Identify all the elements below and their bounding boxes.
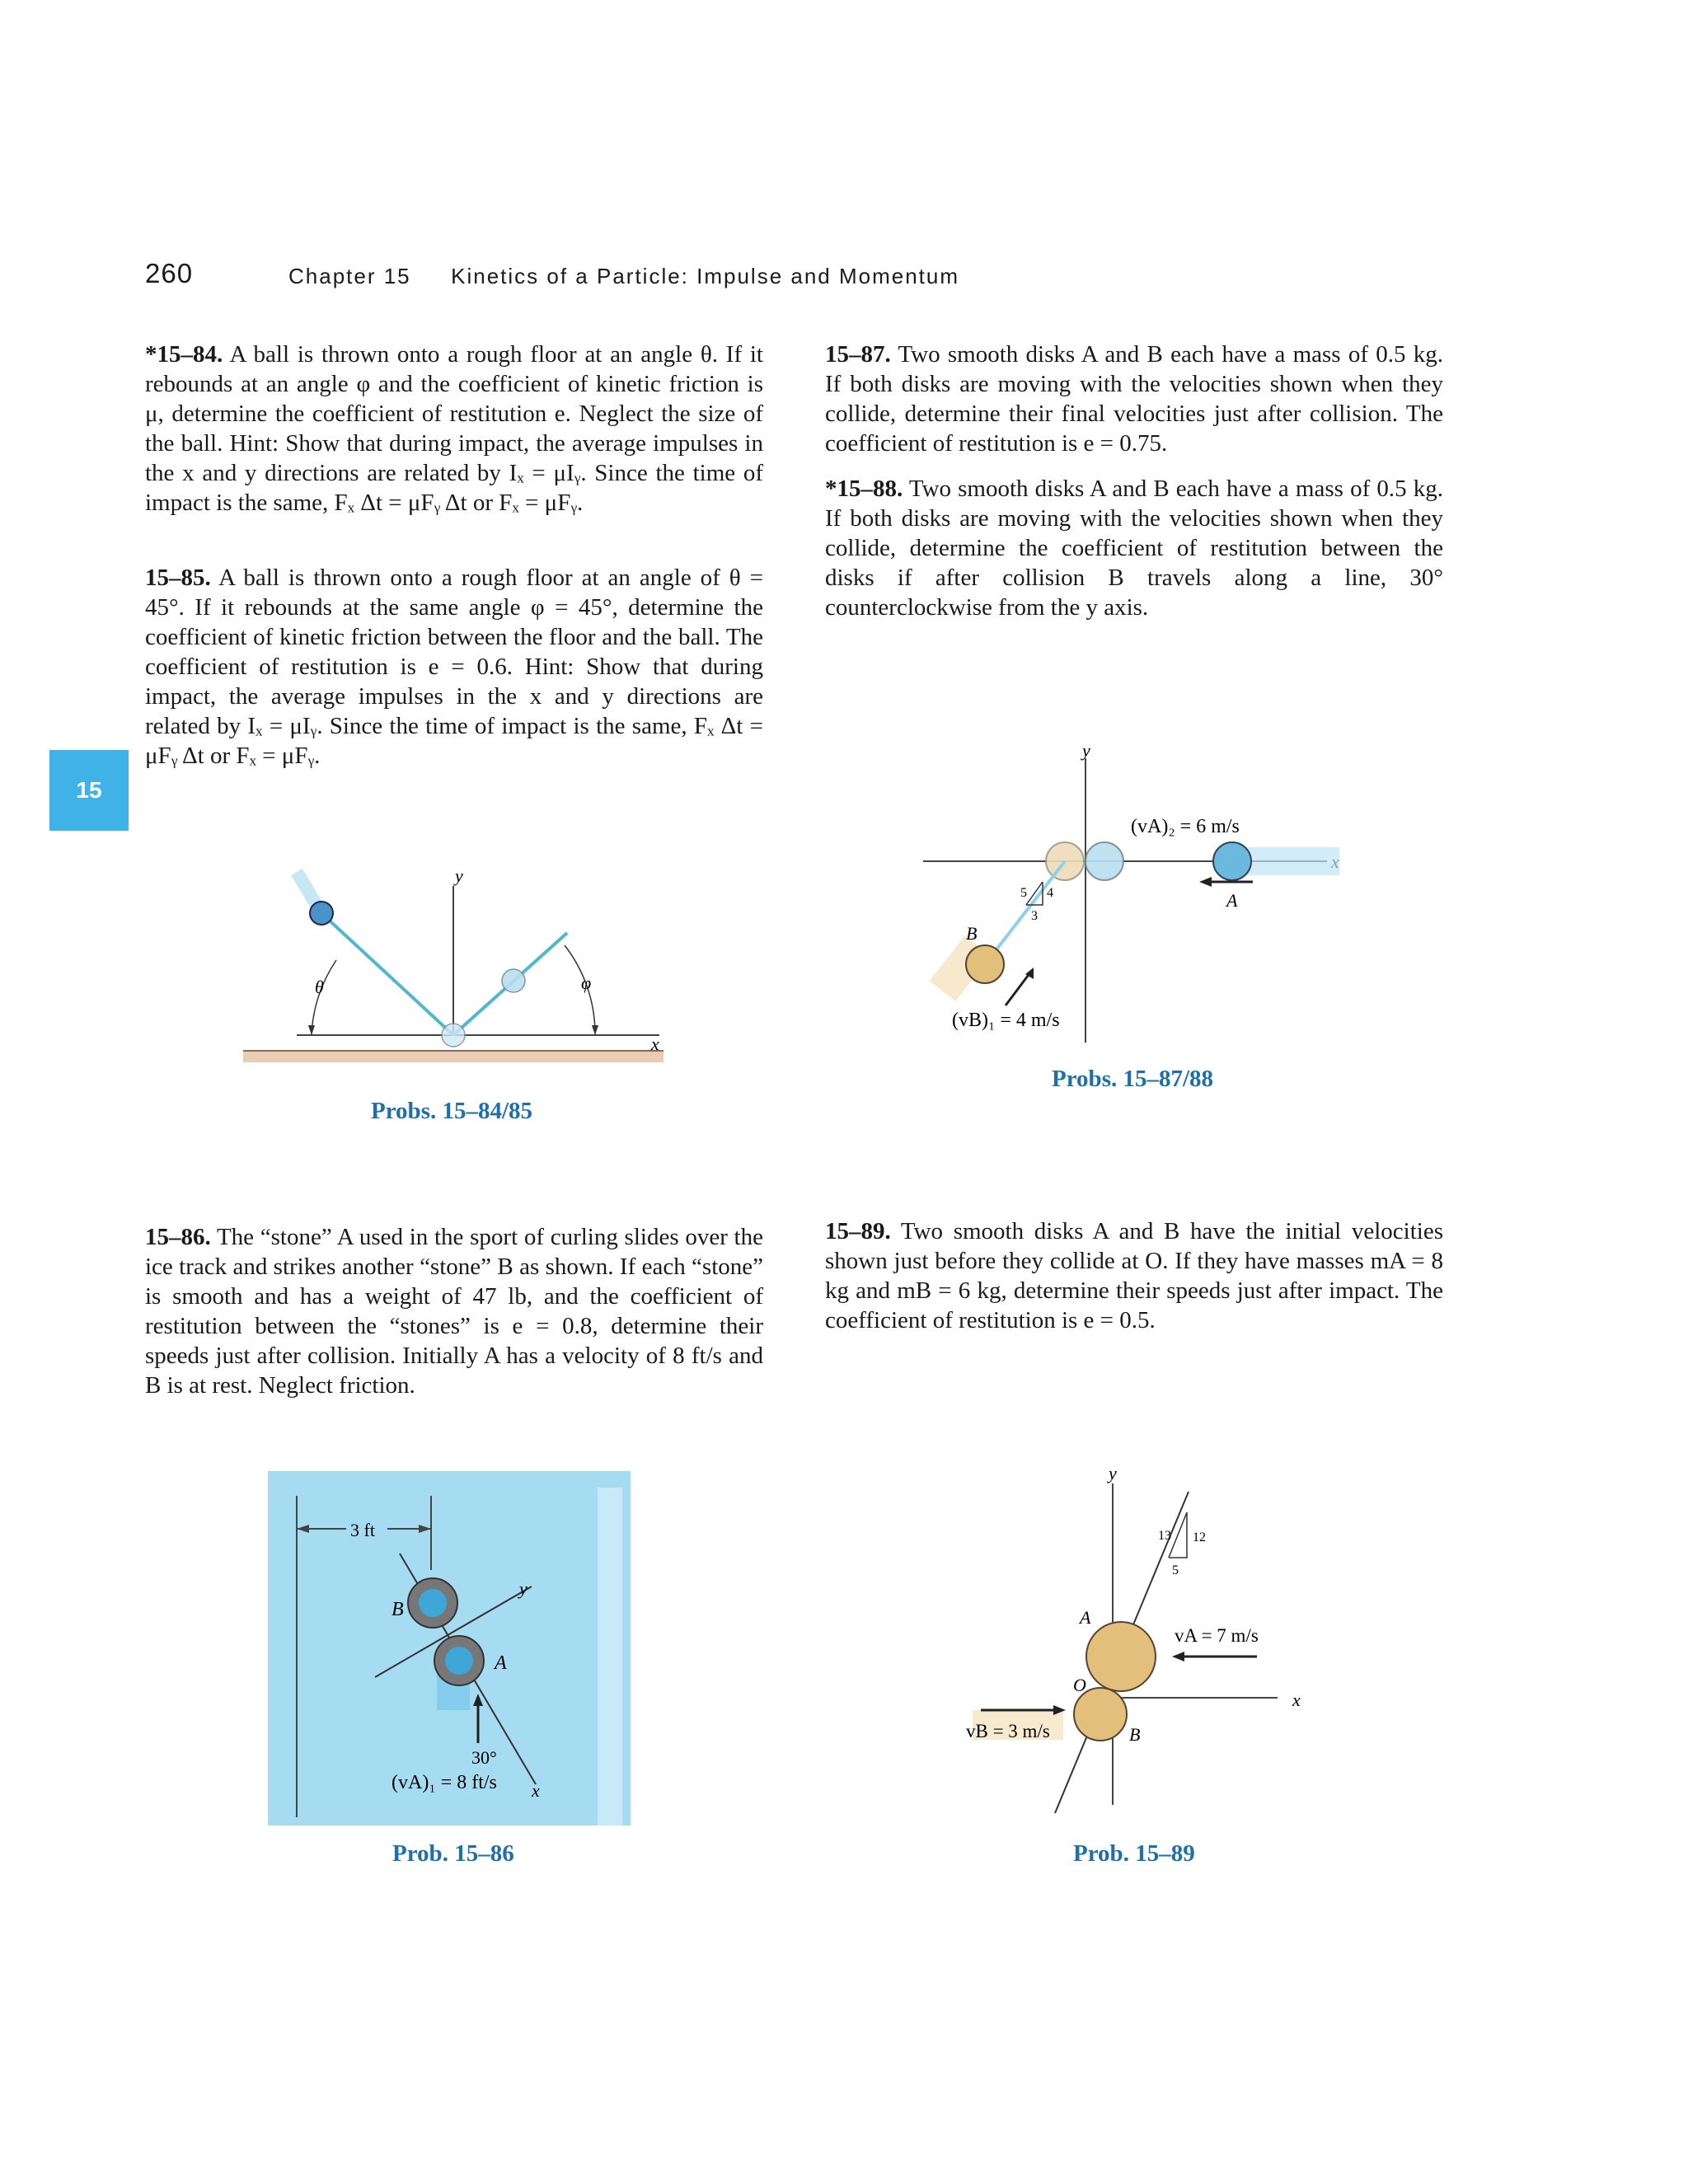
- caption-15-87-88: Probs. 15–87/88: [1052, 1066, 1214, 1092]
- chapter-label: Chapter 15: [288, 264, 411, 288]
- figure-curling: [268, 1471, 631, 1825]
- problem-text: Two smooth disks A and B each have a mass of 0.5 kg. If both disks are moving with the velocities shown when they collide, determine the coefficient of restitution between the disks if after collision B travels along a line, 30° counterclockwise from the y axis.: [825, 476, 1443, 621]
- A-label: A: [1226, 890, 1238, 911]
- phi-label: φ: [581, 972, 592, 993]
- problem-15-87: [825, 340, 1443, 458]
- problem-number: 15–85.: [145, 565, 211, 591]
- disk-B: [966, 945, 1004, 983]
- chapter-side-tab: 15: [49, 750, 129, 831]
- problem-number: *15–84.: [145, 341, 223, 368]
- problem-number: *15–88.: [825, 476, 903, 502]
- vA-label: (vA)₁ = 8 ft/s: [392, 1772, 497, 1793]
- ball-impact: [442, 1024, 465, 1047]
- vB-label: (vB)₁ = 4 m/s: [952, 1010, 1060, 1031]
- caption-15-86: Prob. 15–86: [392, 1840, 514, 1867]
- tri-13: 13: [1158, 1529, 1171, 1543]
- problem-15-85: [145, 563, 763, 771]
- chapter-header: [288, 264, 959, 289]
- O-label: O: [1073, 1675, 1086, 1695]
- dimension-label: 3 ft: [350, 1520, 375, 1540]
- problem-text: The “stone” A used in the sport of curling slides over the ice track and strikes another “stone” B as shown. If each “stone” is smooth and has a weight of 47 lb, and the coefficient of restitution between the “stones” is e = 0.8, determine their speeds just after collision. Initially A has a velocity of 8 ft/s and B is at rest. Neglect friction.: [145, 1224, 763, 1399]
- page-number: 260: [145, 258, 194, 288]
- floor: [243, 1051, 663, 1062]
- x-label: x: [651, 1033, 659, 1054]
- angle-label: 30°: [471, 1747, 497, 1768]
- vB-arrow: [1006, 972, 1030, 1005]
- y-label: y: [1082, 742, 1090, 761]
- y-label: y: [519, 1578, 528, 1599]
- problem-number: 15–87.: [825, 341, 891, 368]
- vA-label: (vA)₂ = 6 m/s: [1131, 816, 1240, 837]
- tri-5: 5: [1020, 886, 1027, 900]
- B-label: B: [392, 1599, 404, 1620]
- vA-label: vA = 7 m/s: [1175, 1625, 1259, 1646]
- disk-A: [1213, 842, 1251, 880]
- y-label: y: [455, 865, 463, 886]
- A-label: A: [1080, 1607, 1091, 1628]
- disk-A: [1086, 1622, 1156, 1691]
- tri-12: 12: [1193, 1530, 1206, 1544]
- B-label: B: [966, 923, 978, 944]
- problem-text: A ball is thrown onto a rough floor at an angle θ. If it rebounds at an angle φ and the coefficient of kinetic friction is μ, determine the coefficient of restitution e. Neglect the size of the ball. Hint: Show that during impact, the average impulses in the x and y directions are related by Iₓ = μIᵧ. Since the time of impact is the same, Fₓ Δt = μFᵧ Δt or Fₓ = μFᵧ.: [145, 341, 763, 516]
- problem-15-89: [825, 1216, 1443, 1335]
- problem-15-86: [145, 1222, 763, 1400]
- x-label: x: [532, 1780, 540, 1801]
- caption-15-84-85: Probs. 15–84/85: [371, 1098, 533, 1124]
- vB-label: vB = 3 m/s: [966, 1721, 1050, 1741]
- problem-text: A ball is thrown onto a rough floor at an angle of θ = 45°. If it rebounds at the same angle φ = 45°, determine the coefficient of kinetic friction between the floor and the ball. The coefficient of restitution is e = 0.6. Hint: Show that during impact, the average impulses in the x and y directions are related by Iₓ = μIᵧ. Since the time of impact is the same, Fₓ Δt = μFᵧ Δt or Fₓ = μFᵧ.: [145, 565, 763, 769]
- figure-disks-89: [956, 1459, 1335, 1838]
- A-label: A: [495, 1652, 507, 1674]
- chapter-title: Kinetics of a Particle: Impulse and Momentum: [451, 264, 960, 288]
- tri-5: 5: [1172, 1563, 1179, 1577]
- figure-ball-rebound: [231, 841, 692, 1088]
- x-label: x: [1292, 1690, 1301, 1710]
- figure-disks-87-88: [915, 742, 1376, 1055]
- problem-number: 15–89.: [825, 1218, 891, 1244]
- B-label: B: [1129, 1724, 1141, 1745]
- incoming-path: [321, 913, 453, 1035]
- tri-3: 3: [1031, 909, 1038, 923]
- disk-A-ghost: [1085, 842, 1123, 880]
- caption-15-89: Prob. 15–89: [1073, 1840, 1195, 1867]
- problem-15-84: [145, 340, 763, 518]
- theta-label: θ: [315, 977, 324, 997]
- problem-15-88: [825, 474, 1443, 622]
- ball-ghost: [502, 969, 525, 992]
- disk-B: [1074, 1688, 1127, 1741]
- tri-4: 4: [1047, 886, 1053, 900]
- y-label: y: [1109, 1463, 1117, 1483]
- theta-arc: [312, 960, 336, 1035]
- problem-number: 15–86.: [145, 1224, 211, 1250]
- problem-text: Two smooth disks A and B have the initial velocities shown just before they collide at O. If they have masses mA = 8 kg and mB = 6 kg, determine their speeds just after impact. The coefficient of restitution is e = 0.5.: [825, 1218, 1444, 1333]
- problem-text: Two smooth disks A and B each have a mass of 0.5 kg. If both disks are moving with the velocities shown when they collide, determine their final velocities just after collision. The coefficient of restitution is e = 0.75.: [825, 341, 1443, 457]
- ball: [310, 902, 333, 925]
